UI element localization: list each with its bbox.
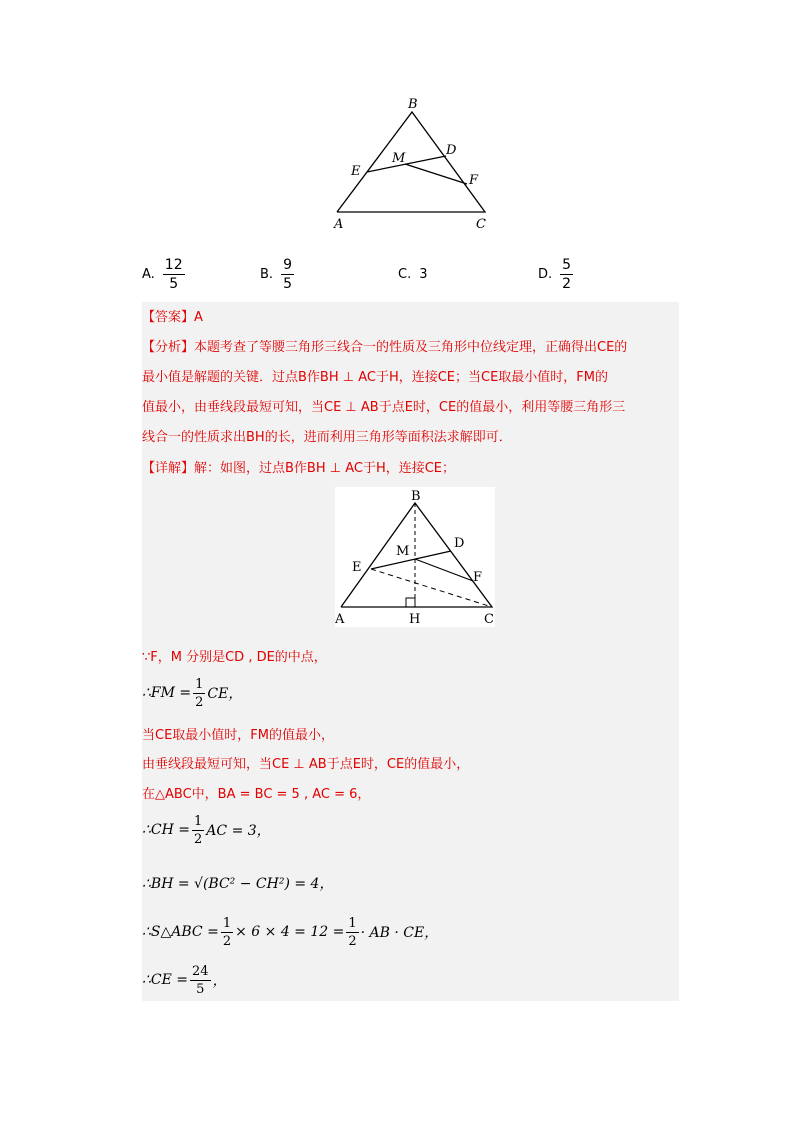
option-value: 3 [419,266,428,282]
option-a[interactable] [142,252,185,296]
solution-panel [142,302,679,1001]
label-A: A [334,217,344,232]
fraction-numerator: 9 [283,256,292,273]
analysis-line-2: 最小值是解题的关键．过点B作BH ⊥ AC于H，连接CE；当CE取最小值时，FM的 [142,370,608,385]
step-8-rhs: · AB · CE， [360,925,439,941]
step-9-fraction [190,965,211,996]
option-letter: B. [260,266,274,282]
step-5: 在△ABC中，BA = BC = 5 , AC = 6， [142,787,371,802]
label-C: C [476,217,486,232]
option-fraction [163,258,185,291]
fraction-denominator: 5 [283,275,292,292]
analysis-line-3: 值最小，由垂线段最短可知，当CE ⊥ AB于点E时，CE的值最小，利用等腰三角形三 [142,400,626,415]
fraction-numerator: 24 [192,963,209,979]
triangle-figure-1 [325,92,495,234]
label-C: C [484,612,494,627]
triangle-figure-2 [335,487,495,627]
step-8-fraction-1 [221,917,233,948]
answer-tag: 【答案】 [142,310,195,325]
label-F: F [469,173,479,188]
option-letter: A. [142,266,155,282]
step-6 [142,812,271,848]
option-b[interactable] [260,252,294,296]
step-8-fraction-2 [346,917,358,948]
fraction-denominator: 2 [348,933,357,949]
option-c[interactable] [398,252,428,296]
step-8 [142,914,438,950]
option-d[interactable] [538,252,573,296]
step-7-text: ∴BH = √(BC² − CH²) = 4， [142,876,334,892]
fraction-denominator: 5 [169,275,179,292]
analysis-tag: 【分析】 [142,340,195,355]
option-letter: D. [538,266,553,282]
triangle-diagram [325,92,495,234]
fraction-denominator: 5 [196,981,205,997]
fraction-numerator: 5 [562,256,572,273]
label-D: D [446,143,457,158]
step-3: 当CE取最小值时，FM的值最小， [142,728,334,743]
answer-value: A [194,310,203,325]
step-2-rhs: CE， [207,686,243,702]
answer-line [142,306,203,325]
step-9-lhs: ∴CE = [142,972,189,988]
label-D: D [454,536,465,551]
fraction-numerator: 12 [164,256,183,273]
label-E: E [351,164,361,179]
fraction-denominator: 2 [194,831,203,847]
label-B: B [411,489,421,504]
analysis-line-4: 线合一的性质求出BH的长，进而利用三角形等面积法求解即可． [142,430,512,445]
analysis-line-1 [142,336,627,355]
answer-options [142,252,702,296]
label-M: M [396,544,410,559]
detail-line [142,457,455,476]
option-fraction [281,258,294,291]
step-2 [142,675,242,711]
step-6-lhs: ∴CH = [142,822,191,838]
label-E: E [352,560,362,575]
step-8-mid: × 6 × 4 = 12 = [235,924,345,940]
detail-tag: 【详解】 [142,461,195,476]
step-6-fraction [192,815,204,846]
option-letter: C. [398,266,412,282]
step-8-lhs: ∴S△ABC = [142,924,219,940]
triangle-diagram-with-altitude [335,487,495,627]
fraction-denominator: 2 [562,275,572,292]
detail-intro: 解：如图，过点B作BH ⊥ AC于H，连接CE； [194,461,456,476]
fraction-numerator: 1 [222,915,232,931]
fraction-numerator: 1 [194,813,203,829]
fraction-denominator: 2 [195,694,204,710]
fraction-numerator: 1 [348,915,357,931]
step-2-fraction [193,678,205,709]
label-F: F [473,570,483,585]
label-B: B [408,97,418,112]
label-M: M [392,151,406,166]
step-4: 由垂线段最短可知，当CE ⊥ AB于点E时，CE的值最小， [142,757,470,772]
step-6-rhs: AC = 3， [206,823,271,839]
step-7 [142,873,333,893]
analysis-text: 本题考查了等腰三角形三线合一的性质及三角形中位线定理，正确得出CE的 [194,340,628,355]
fraction-denominator: 2 [222,933,232,949]
fraction-numerator: 1 [195,676,204,692]
step-9-rhs: ， [212,973,227,989]
label-H: H [409,612,421,627]
step-2-lhs: ∴FM = [142,685,192,701]
option-fraction [560,258,573,291]
step-9 [142,962,227,998]
step-1: ∵F，M 分别是CD , DE的中点， [142,650,327,665]
label-A: A [335,612,345,627]
